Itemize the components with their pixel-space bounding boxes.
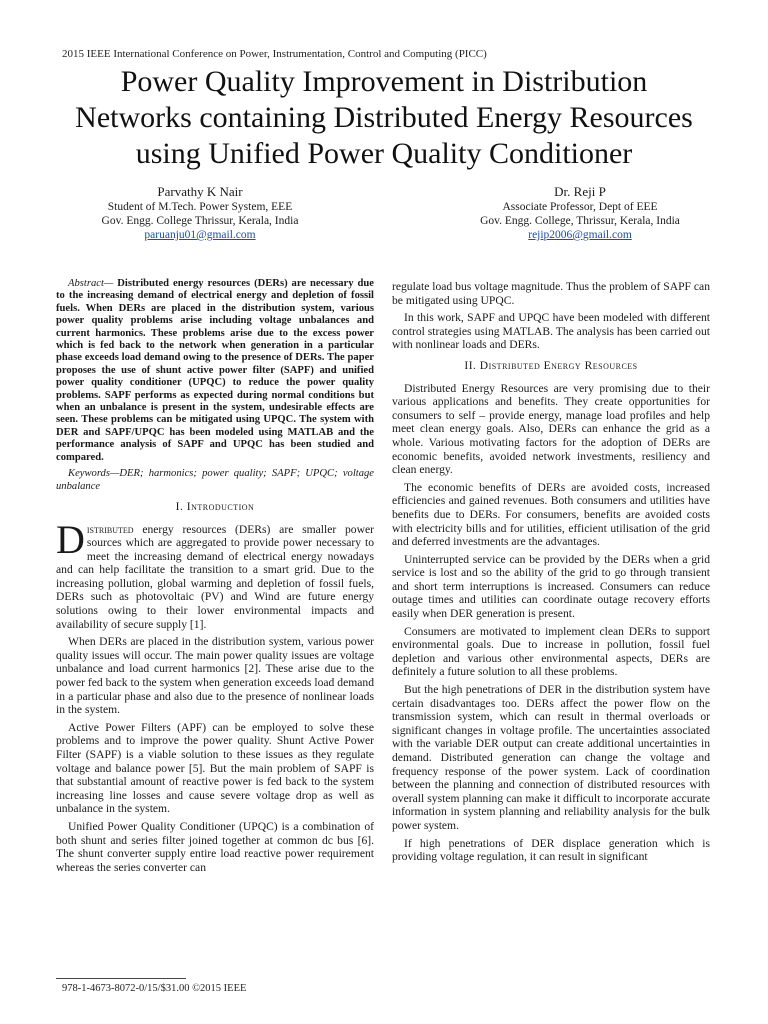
author-block-1 (50, 184, 350, 242)
intro-paragraph (56, 516, 374, 632)
author-email-link[interactable]: rejip2006@gmail.com (528, 229, 632, 241)
author-block-2 (430, 184, 730, 242)
body-paragraph: Unified Power Quality Conditioner (UPQC) is a combination of both shunt and series filter joined together at common dc bus [6]. The shunt converter supply entire load reactive power requirement whereas the series converter can (56, 819, 374, 874)
body-paragraph: The economic benefits of DERs are avoided costs, increased efficiencies and gained revenues. Both consumers and utilities have benefits due to DERs. For consumers, benefits are avoided costs with electricity bills and for utilities, efficient utilisation of the grid and deferred investments are the advantages. (392, 480, 710, 549)
body-paragraph: regulate load bus voltage magnitude. Thus the problem of SAPF can be mitigated using UPQC. (392, 280, 710, 307)
intro-text: energy resources (DERs) are smaller power sources which are aggregated to provide power necessary to meet the increasing demand of electrical energy nowadays and can help facilitate the transition to a smart grid. Due to the increasing pollution, global warming and depletion of fossil fuels, DERs such as photovoltaic (PV) and Wind are future energy solutions owing to their lower environmental impacts and availability of secure supply [1]. (56, 522, 374, 631)
body-paragraph: But the high penetrations of DER in the distribution system have certain disadvantages too. DERs affect the power flow on the transmission system, which can result in thermal overloads or significant changes in voltage profile. The uncertainties associated with the variable DER output can create additional uncertainties in demand. Distributed generation can change the voltage and frequency response of the power system. Lack of coordination between the planning and connection of distributed resources with overall system planning can make it difficult to incorporate accurate information in system planning and reliability analysis for the bulk power system. (392, 683, 710, 832)
author-email-link[interactable]: paruanju01@gmail.com (144, 229, 256, 241)
copyright-footer: 978-1-4673-8072-0/15/$31.00 ©2015 IEEE (62, 983, 247, 994)
author-affiliation: Student of M.Tech. Power System, EEE (107, 201, 293, 213)
title-line: Networks containing Distributed Energy Resources (75, 101, 693, 134)
author-name: Parvathy K Nair (157, 184, 243, 199)
title-line: using Unified Power Quality Conditioner (135, 137, 633, 170)
left-column (56, 278, 374, 878)
section-heading-der: II. Distributed Energy Resources (464, 359, 638, 372)
intro-first-word: istributed (86, 522, 134, 536)
body-paragraph: Consumers are motivated to implement clean DERs to support environmental goals. Due to increase in pollution, fossil fuel depletion and various other environmental aspects, DERs are definitely a future solution to all these problems. (392, 624, 710, 679)
author-name: Dr. Reji P (554, 184, 606, 199)
body-paragraph: When DERs are placed in the distribution system, various power quality issues will occur. The main power quality issues are voltage unbalance and load current harmonics [2]. These arise due to the power fed back to the system when generation exceeds load demand in a particular phase and also due to the presence of nonlinear loads in the system. (56, 635, 374, 717)
abstract (56, 278, 374, 464)
title-line: Power Quality Improvement in Distribution (120, 65, 648, 98)
abstract-text: Distributed energy resources (DERs) are necessary due to the increasing demand of electrical energy and depletion of fossil fuels. When DERs are placed in the distribution system, various power quality problems arise including voltage unbalances and current harmonics. These problems arise due to the excess power which is fed back to the network when generation in a particular phase exceeds load demand owing to the presence of DERs. The paper proposes the use of shunt active power filter (SAPF) and unified power quality conditioner (UPQC) to reduce the power quality problems. SAPF performs as expected during normal conditions but when an unbalance is present in the system, undesirable effects are seen. These problems can be mitigated using UPQC. The system with DER and SAPF/UPQC has been modeled using MATLAB and the performance analysis of SAPF and UPQC has been studied and compared. (56, 278, 374, 463)
author-affiliation: Gov. Engg. College, Thrissur, Kerala, India (480, 215, 680, 227)
body-paragraph: Active Power Filters (APF) can be employed to solve these problems and to improve the power quality. Shunt Active Power Filter (SAPF) is a viable solution to these issues as they regulate voltage and balance power [5]. But the main problem of SAPF is that substantial amount of reactive power is fed back to the system increasing line losses and cause severe voltage drop as well as unbalance in the system. (56, 720, 374, 816)
right-column (392, 280, 710, 868)
body-paragraph: Distributed Energy Resources are very promising due to their various applications and benefits. They create opportunities for consumers to self – provide energy, manage load profiles and help meet clean energy goals. Also, DERs can enhance the grid as a whole. Various motivating factors for the adoption of DERs are economic benefits, avoided network investments, resiliency and clean energy. (392, 381, 710, 477)
paper-title (20, 64, 748, 172)
keywords: Keywords—DER; harmonics; power quality; SAPF; UPQC; voltage unbalance (56, 468, 374, 492)
body-paragraph: In this work, SAPF and UPQC have been modeled with different control strategies using MATLAB. The analysis has been carried out with nonlinear loads and DERs. (392, 311, 710, 352)
section-heading-introduction: I. Introduction (175, 500, 255, 513)
author-affiliation: Associate Professor, Dept of EEE (502, 201, 658, 213)
drop-cap: D (56, 516, 85, 562)
body-paragraph: If high penetrations of DER displace generation which is providing voltage regulation, it can result in significant (392, 836, 710, 864)
body-paragraph: Uninterrupted service can be provided by the DERs when a grid service is lost and so the ability of the grid to go through transient and short term interruptions is increased. Consumers can reduce outage times and utilities can coordinate outage recovery efforts easily when DER generation is present. (392, 552, 710, 621)
footer-divider (56, 978, 186, 979)
author-affiliation: Gov. Engg. College Thrissur, Kerala, India (101, 215, 299, 227)
conference-header: 2015 IEEE International Conference on Power, Instrumentation, Control and Computing (PICC) (62, 48, 487, 60)
abstract-label: Abstract— (68, 278, 114, 289)
